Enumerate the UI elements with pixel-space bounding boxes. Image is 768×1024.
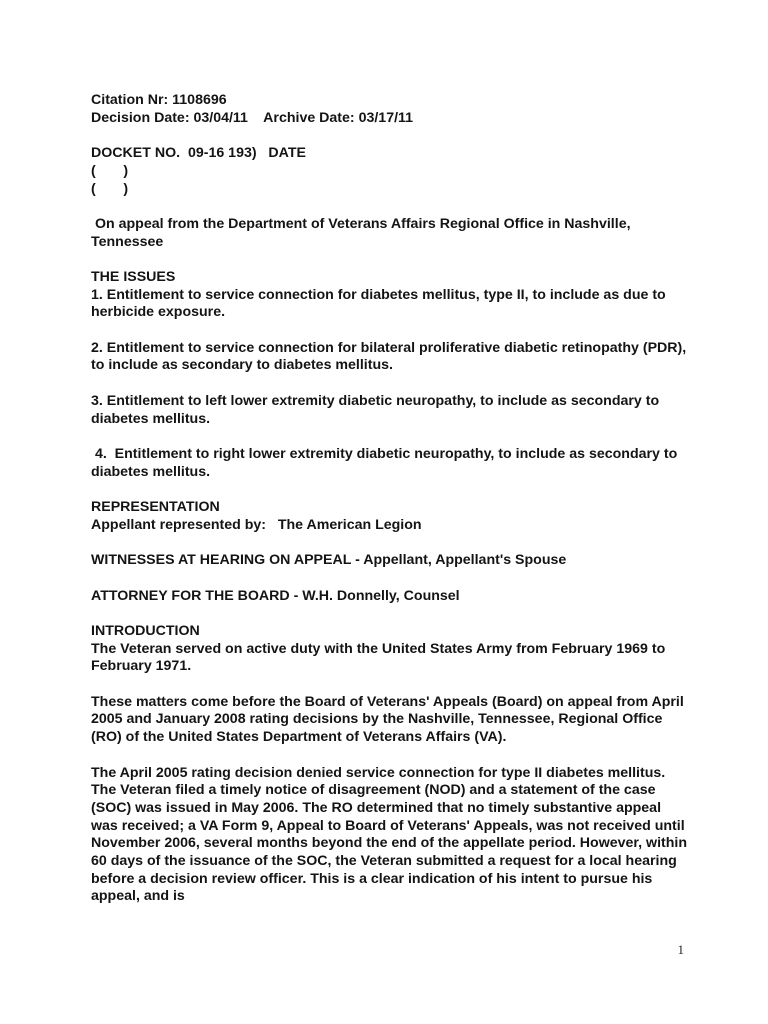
issue-item: 1. Entitlement to service connection for diabetes mellitus, type II, to include as due to herbicide exposure. bbox=[91, 286, 666, 321]
decision-archive-dates: Decision Date: 03/04/11 Archive Date: 03/17/11 bbox=[91, 109, 414, 126]
citation-number: Citation Nr: 1108696 bbox=[91, 92, 227, 108]
appeal-origin: On appeal from the Department of Veterans Affairs Regional Office in Nashville, Tennessee bbox=[91, 215, 635, 250]
docket-number: DOCKET NO. 09-16 193) DATE bbox=[91, 145, 306, 162]
introduction-paragraph: These matters come before the Board of Veterans' Appeals (Board) on appeal from April 2005 and January 2008 rating decisions by the Nashville, Tennessee, Regional Office (RO) of the United States Department of Veterans Affairs (VA). bbox=[91, 693, 684, 746]
docket-paren-2: ( ) bbox=[91, 180, 129, 197]
issues-heading: THE ISSUES bbox=[91, 268, 176, 285]
introduction-heading: INTRODUCTION bbox=[91, 622, 200, 639]
page-number: 1 bbox=[677, 942, 684, 957]
document-body bbox=[91, 92, 691, 906]
witnesses-line: WITNESSES AT HEARING ON APPEAL - Appellant, Appellant's Spouse bbox=[91, 552, 567, 569]
issue-item: 4. Entitlement to right lower extremity diabetic neuropathy, to include as secondary to diabetes mellitus. bbox=[91, 445, 682, 480]
docket-paren-1: ( ) bbox=[91, 162, 129, 179]
representation-heading: REPRESENTATION bbox=[91, 499, 220, 516]
attorney-line: ATTORNEY FOR THE BOARD - W.H. Donnelly, Counsel bbox=[91, 587, 460, 604]
issue-item: 3. Entitlement to left lower extremity diabetic neuropathy, to include as secondary to diabetes mellitus. bbox=[91, 392, 660, 427]
introduction-paragraph: The April 2005 rating decision denied service connection for type II diabetes mellitus. The Veteran filed a timely notice of disagreement (NOD) and a statement of the case (SOC) was issued in May 2006. The RO determined that no timely substantive appeal was received; a VA Form 9, Appeal to Board of Veterans' Appeals, was not received until November 2006, several months beyond the end of the appellate period. However, within 60 days of the issuance of the SOC, the Veteran submitted a request for a local hearing before a decision review officer. This is a clear indication of his intent to pursue his appeal, and is bbox=[91, 764, 688, 905]
introduction-paragraph: The Veteran served on active duty with the United States Army from February 1969 to February 1971. bbox=[91, 640, 666, 675]
representation-text: Appellant represented by: The American Legion bbox=[91, 516, 422, 533]
issue-item: 2. Entitlement to service connection for bilateral proliferative diabetic retinopathy (PDR), to include as secondary to diabetes mellitus. bbox=[91, 339, 687, 374]
